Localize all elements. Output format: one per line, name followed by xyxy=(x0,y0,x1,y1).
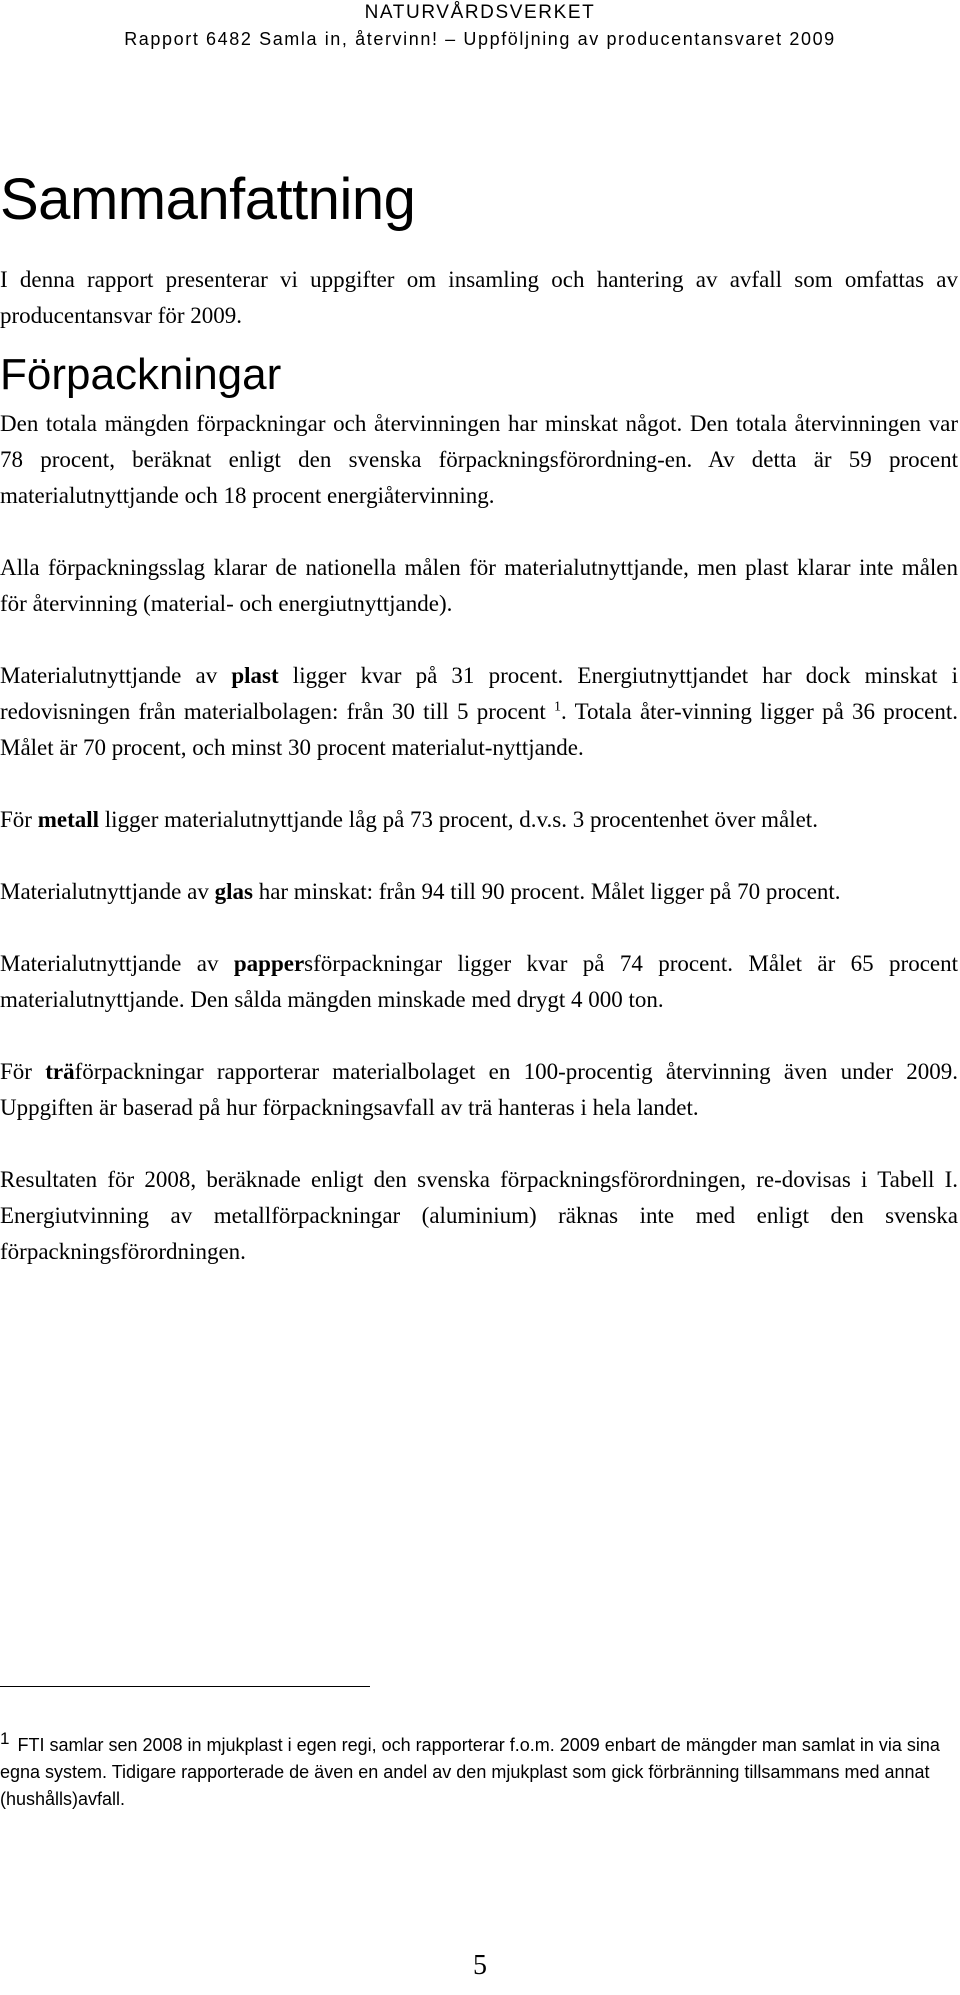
intro-paragraph: I denna rapport presenterar vi uppgifter om insamling och hantering av avfall som omfattas av producentansvar för 2009. xyxy=(0,267,958,328)
footnote-number: 1 xyxy=(0,1729,10,1748)
paragraph-paper: Materialutnyttjande av pappersförpackningar ligger kvar på 74 procent. Målet är 65 procent materialutnyttjande. Den sålda mängden minskade med drygt 4 000 ton. xyxy=(0,951,959,1012)
page-title: Sammanfattning xyxy=(0,167,416,232)
header-agency: NATURVÅRDSVERKET xyxy=(364,2,596,23)
bold-plastic: plast xyxy=(231,663,279,688)
footnote xyxy=(0,1729,958,1813)
bold-glass: glas xyxy=(214,879,253,904)
running-header xyxy=(0,0,960,52)
paragraph-total-recycling: Den totala mängden förpackningar och återvinningen har minskat något. Den totala återvinningen var 78 procent, beräknat enligt den svenska förpackningsförordning-en. Av detta är 59 procent materialutnyttjande och 18 procent energiåtervinning. xyxy=(0,411,958,508)
bold-paper: papper xyxy=(233,951,305,976)
paragraph-wood: För träförpackningar rapporterar materialbolaget en 100-procentig återvinning även under 2009. Uppgiften är baserad på hur förpackningsavfall av trä hanteras i hela landet. xyxy=(0,1059,958,1120)
footnote-divider xyxy=(0,1686,370,1687)
section-heading: Förpackningar xyxy=(0,350,282,399)
paragraph-plastic: Materialutnyttjande av plast ligger kvar på 31 procent. Energiutnyttjandet har dock minskat i redovisningen från materialbolagen: från 30 till 5 procent $^1$. Totala åter-vinning ligger på 36 procent. Målet är 70 procent, och minst 30 procent materialut-nyttjande. xyxy=(0,663,959,760)
footnote-ref: 1 xyxy=(553,699,561,715)
paragraph-metal: För metall ligger materialutnyttjande låg på 73 procent, d.v.s. 3 procentenhet över målet. xyxy=(0,807,818,832)
page-number: 5 xyxy=(473,1950,487,1981)
paragraph-results-2008: Resultaten för 2008, beräknade enligt den svenska förpackningsförordningen, re-dovisas i Tabell I. Energiutvinning av metallförpackningar (aluminium) räknas inte med enligt den svenska förpackningsförordningen. xyxy=(0,1167,958,1264)
header-report-title: Rapport 6482 Samla in, återvinn! – Uppföljning av producentansvaret 2009 xyxy=(124,29,836,49)
bold-wood: trä xyxy=(45,1059,75,1084)
main-content xyxy=(0,262,958,1270)
footnote-text: FTI samlar sen 2008 in mjukplast i egen regi, och rapporterar f.o.m. 2009 enbart de mängder man samlat in via sina egna system. Tidigare rapporterade de även en andel av den mjukplast som gick förbränning tillsammans med annat (hushålls)avfall. xyxy=(0,1735,940,1809)
paragraph-glass: Materialutnyttjande av glas har minskat: från 94 till 90 procent. Målet ligger på 70 procent. xyxy=(0,879,841,904)
paragraph-national-goals: Alla förpackningsslag klarar de nationella målen för materialutnyttjande, men plast klarar inte målen för återvinning (material- och energiutnyttjande). xyxy=(0,555,958,616)
bold-metal: metall xyxy=(37,807,100,832)
